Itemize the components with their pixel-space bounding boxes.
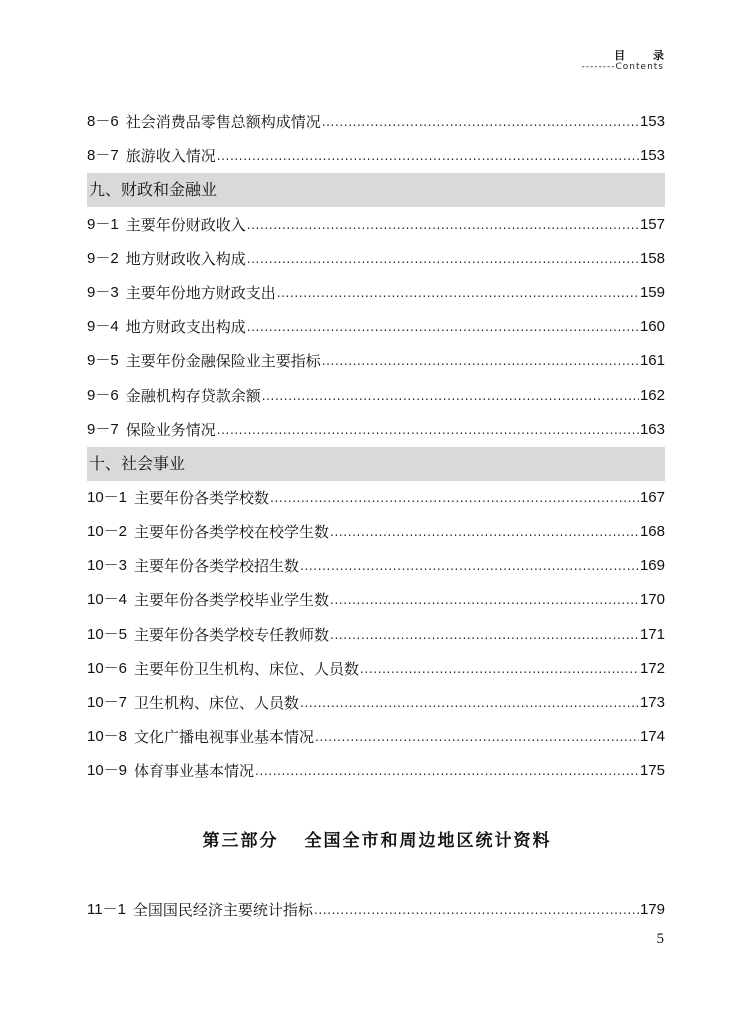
toc-entry[interactable] xyxy=(87,583,665,617)
part-label: 第三部分 xyxy=(202,831,279,851)
entry-number: 9－6 xyxy=(87,386,119,404)
dot-leader xyxy=(300,686,639,720)
page-number: 5 xyxy=(656,931,664,947)
entry-title: 主要年份财政收入 xyxy=(125,215,246,234)
entry-title: 主要年份各类学校在校学生数 xyxy=(134,523,330,542)
entry-number: 10－7 xyxy=(87,694,128,711)
toc-entry[interactable] xyxy=(87,549,665,583)
entry-title: 地方财政支出构成 xyxy=(125,318,246,337)
entry-page: 171 xyxy=(639,625,665,643)
running-header xyxy=(581,49,676,73)
section-heading: 十、社会事业 xyxy=(87,447,665,481)
dot-leader xyxy=(322,105,639,139)
entry-page: 160 xyxy=(639,318,665,336)
toc-entry[interactable] xyxy=(87,139,665,173)
entry-number: 11－1 xyxy=(87,901,126,919)
entry-page: 174 xyxy=(639,728,665,746)
dot-leader xyxy=(330,515,639,549)
entry-title: 地方财政收入构成 xyxy=(125,249,246,268)
dot-leader xyxy=(247,310,639,344)
dot-leader xyxy=(315,720,639,754)
entry-title: 卫生机构、床位、人员数 xyxy=(134,694,300,712)
dot-leader xyxy=(330,618,639,652)
entry-page: 153 xyxy=(639,113,665,131)
dot-leader xyxy=(247,242,639,276)
entry-number: 10－3 xyxy=(87,557,128,575)
toc-entry[interactable] xyxy=(87,310,665,344)
toc-entry[interactable] xyxy=(87,754,665,788)
entry-title: 文化广播电视事业基本情况 xyxy=(134,728,315,747)
toc-entry[interactable] xyxy=(87,893,665,927)
dot-leader xyxy=(277,276,639,310)
entry-page: 158 xyxy=(639,249,665,267)
entry-number: 9－4 xyxy=(87,318,119,336)
entry-number: 10－1 xyxy=(87,488,128,506)
entry-title: 主要年份各类学校专任教师数 xyxy=(134,625,330,644)
entry-page: 167 xyxy=(639,488,665,506)
entry-title: 全国国民经济主要统计指标 xyxy=(132,901,313,920)
part-title: 全国全市和周边地区统计资料 xyxy=(304,831,552,851)
entry-title: 保险业务情况 xyxy=(125,420,216,439)
entry-number: 9－3 xyxy=(87,283,119,301)
dot-leader xyxy=(255,754,639,788)
table-of-contents xyxy=(87,105,665,788)
entry-page: 170 xyxy=(639,591,665,609)
entry-page: 163 xyxy=(639,420,665,438)
toc-entry[interactable] xyxy=(87,413,665,447)
entry-title: 主要年份各类学校招生数 xyxy=(134,557,300,576)
entry-page: 162 xyxy=(639,386,665,404)
entry-number: 8－6 xyxy=(87,113,119,131)
entry-page: 173 xyxy=(639,694,665,711)
dot-leader xyxy=(300,549,639,583)
toc-entry[interactable] xyxy=(87,276,665,310)
entry-number: 9－7 xyxy=(87,420,119,438)
entry-page: 161 xyxy=(639,352,665,370)
entry-number: 10－8 xyxy=(87,728,128,746)
section-heading: 九、财政和金融业 xyxy=(87,173,665,207)
toc-entry[interactable] xyxy=(87,105,665,139)
entry-page: 168 xyxy=(639,523,665,541)
toc-entry[interactable] xyxy=(87,242,665,276)
entry-number: 10－5 xyxy=(87,625,128,643)
toc-entry[interactable] xyxy=(87,652,665,686)
toc-entry[interactable] xyxy=(87,207,665,241)
dot-leader xyxy=(217,413,639,447)
entry-page: 179 xyxy=(639,901,665,919)
entry-title: 主要年份卫生机构、床位、人员数 xyxy=(134,659,360,678)
entry-title: 主要年份地方财政支出 xyxy=(125,283,276,302)
entry-title: 主要年份各类学校毕业学生数 xyxy=(134,591,330,610)
dot-leader xyxy=(262,379,639,413)
entry-number: 10－4 xyxy=(87,591,128,609)
toc-entry[interactable] xyxy=(87,686,665,720)
dot-leader xyxy=(217,139,639,173)
part-heading xyxy=(0,826,754,851)
toc-entry[interactable] xyxy=(87,344,665,378)
toc-entry[interactable] xyxy=(87,720,665,754)
dot-leader xyxy=(322,344,639,378)
dot-leader xyxy=(330,583,639,617)
toc-entry[interactable] xyxy=(87,515,665,549)
toc-entry[interactable] xyxy=(87,617,665,651)
entry-number: 10－2 xyxy=(87,523,128,541)
header-title: 目 录 xyxy=(614,49,676,62)
dot-leader xyxy=(270,481,639,515)
entry-title: 体育事业基本情况 xyxy=(134,762,255,781)
entry-number: 8－7 xyxy=(87,147,119,165)
entry-page: 153 xyxy=(639,147,665,165)
entry-title: 金融机构存贷款余额 xyxy=(125,386,261,405)
entry-number: 9－2 xyxy=(87,249,119,267)
dot-leader xyxy=(360,652,639,686)
entry-title: 社会消费品零售总额构成情况 xyxy=(125,113,321,132)
entry-page: 157 xyxy=(639,215,665,233)
entry-title: 主要年份金融保险业主要指标 xyxy=(125,352,321,371)
entry-number: 10－6 xyxy=(87,659,128,677)
entry-title: 主要年份各类学校数 xyxy=(134,488,270,507)
entry-page: 159 xyxy=(639,283,665,301)
entry-page: 172 xyxy=(639,659,665,677)
dot-leader xyxy=(247,208,639,242)
entry-number: 9－5 xyxy=(87,352,119,370)
entry-page: 175 xyxy=(639,762,665,780)
entry-page: 169 xyxy=(639,557,665,575)
toc-entry[interactable] xyxy=(87,481,665,515)
dot-leader xyxy=(314,893,639,927)
toc-entry[interactable] xyxy=(87,378,665,412)
entry-title: 旅游收入情况 xyxy=(125,147,216,166)
header-subtitle: --------Contents xyxy=(581,62,664,72)
entry-number: 10－9 xyxy=(87,762,128,780)
entry-number: 9－1 xyxy=(87,215,119,233)
